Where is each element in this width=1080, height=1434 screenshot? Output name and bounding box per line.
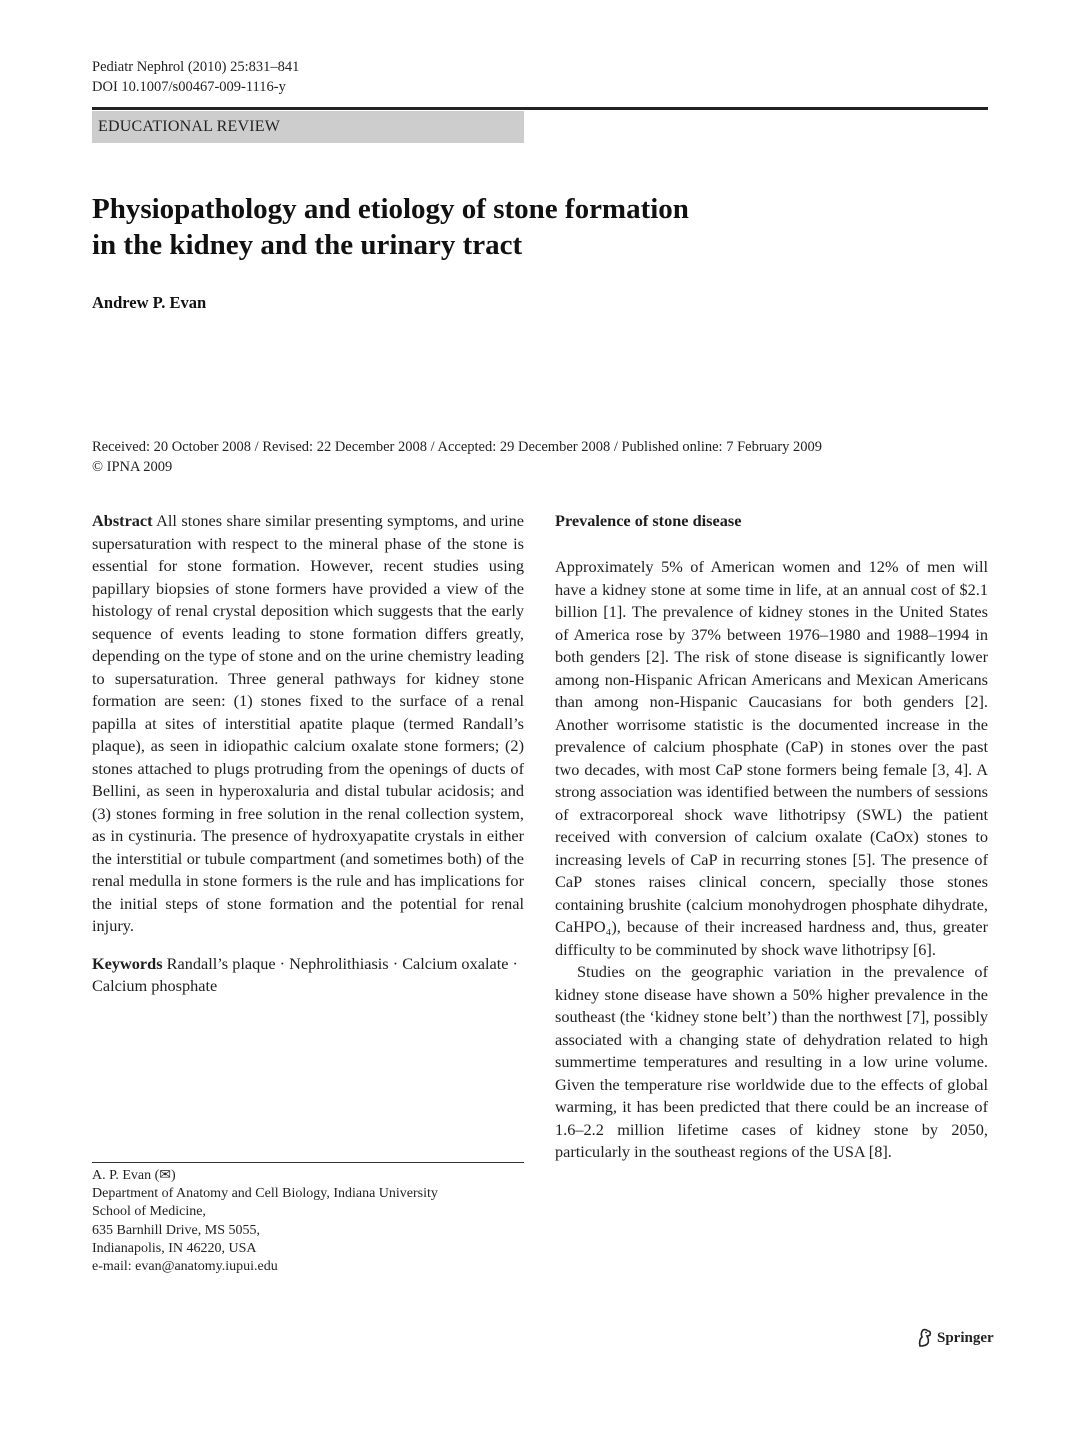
footnote-school: School of Medicine, xyxy=(92,1204,206,1220)
article-type-banner: EDUCATIONAL REVIEW xyxy=(92,111,524,143)
author-name: Andrew P. Evan xyxy=(92,293,207,312)
correspondence-footnote xyxy=(92,1167,532,1276)
article-title xyxy=(92,191,792,263)
springer-horse-icon xyxy=(916,1328,934,1348)
article-history xyxy=(92,437,992,477)
publisher-name: Springer xyxy=(937,1329,994,1346)
right-column xyxy=(555,510,988,1164)
footnote-department: Department of Anatomy and Cell Biology, Indiana University xyxy=(92,1186,438,1202)
left-column xyxy=(92,510,524,998)
copyright-line: © IPNA 2009 xyxy=(92,459,173,475)
keywords xyxy=(92,953,524,998)
journal-citation: Pediatr Nephrol (2010) 25:831–841 xyxy=(92,59,300,75)
footnote-author: A. P. Evan (✉) xyxy=(92,1168,176,1183)
journal-header xyxy=(92,57,299,97)
doi: DOI 10.1007/s00467-009-1116-y xyxy=(92,79,286,95)
keywords-text: Randall’s plaque · Nephrolithiasis · Calcium oxalate · Calcium phosphate xyxy=(92,953,518,995)
section-paragraph-1: Approximately 5% of American women and 12% of men will have a kidney stone at some time in life, at an annual cost of $2.1 billion [1]. The prevalence of kidney stones in the United States of America rose by 37% between 1976–1980 and 1988–1994 in both genders [2]. The risk of stone disease is significantly lower among non-Hispanic African Americans and Mexican Americans than among non-Hispanic Caucasians for both genders [2]. Another worrisome statistic is the documented increase in the prevalence of calcium phosphate (CaP) in stones over the past two decades, with most CaP stone formers being female [3, 4]. A strong association was identified between the numbers of sessions of extracorporeal shock wave lithotripsy (SWL) the patient received with conversion of calcium oxalate (CaOx) stones to increasing levels of CaP in recurring stones [5]. The presence of CaP stones raises clinical concern, specially those stones containing brushite (calcium monohydrogen phosphate dihydrate, CaHPO₄), because of their increased hardness and, thus, greater difficulty to be comminuted by shock wave lithotripsy [6]. xyxy=(555,557,988,959)
title-line-1: Physiopathology and etiology of stone formation xyxy=(92,193,689,225)
footnote-city: Indianapolis, IN 46220, USA xyxy=(92,1240,257,1256)
abstract xyxy=(92,510,524,938)
section-heading: Prevalence of stone disease xyxy=(555,511,742,530)
abstract-text: All stones share similar presenting symptoms, and urine supersaturation with respect to the mineral phase of the stone is essential for stone formation. However, recent studies using papillary biopsies of stone formers have provided a view of the histology of renal crystal deposition which suggests that the early sequence of events leading to stone formation differs greatly, depending on the type of stone and on the urine chemistry leading to supersaturation. Three general pathways for kidney stone formation are seen: (1) stones fixed to the surface of a renal papilla at sites of interstitial apatite plaque (termed Randall’s plaque), as seen in idiopathic calcium oxalate stone formers; (2) stones attached to plugs protruding from the openings of ducts of Bellini, as seen in hyperoxaluria and distal tubular acidosis; and (3) stones forming in free solution in the renal collection system, as in cystinuria. The presence of hydroxyapatite crystals in either the interstitial or tubule compartment (and sometimes both) of the renal medulla in stone formers is the rule and has implications for the initial steps of stone formation and the potential for renal injury. xyxy=(92,511,524,935)
publisher-footer xyxy=(916,1328,994,1348)
footnote-email[interactable]: e-mail: evan@anatomy.iupui.edu xyxy=(92,1259,278,1275)
keywords-label: Keywords xyxy=(92,953,163,973)
title-line-2: in the kidney and the urinary tract xyxy=(92,229,523,261)
section-paragraph-2: Studies on the geographic variation in the prevalence of kidney stone disease have shown a 50% higher prevalence in the southeast (the ‘kidney stone belt’) than the northwest [7], possibly associated with a changing state of dehydration related to high summertime temperatures and resulting in a low urine volume. Given the temperature rise worldwide due to the effects of global warming, it has been predicted that there could be an increase of 1.6–2.2 million lifetime cases of kidney stone by 2050, particularly in the southeast regions of the USA [8]. xyxy=(555,962,988,1161)
footnote-address: 635 Barnhill Drive, MS 5055, xyxy=(92,1222,260,1238)
header-rule xyxy=(92,107,988,110)
footnote-rule xyxy=(92,1162,524,1163)
abstract-label: Abstract xyxy=(92,511,153,530)
dates-line: Received: 20 October 2008 / Revised: 22 December 2008 / Accepted: 29 December 2008 / Published online: 7 February 2009 xyxy=(92,439,823,455)
